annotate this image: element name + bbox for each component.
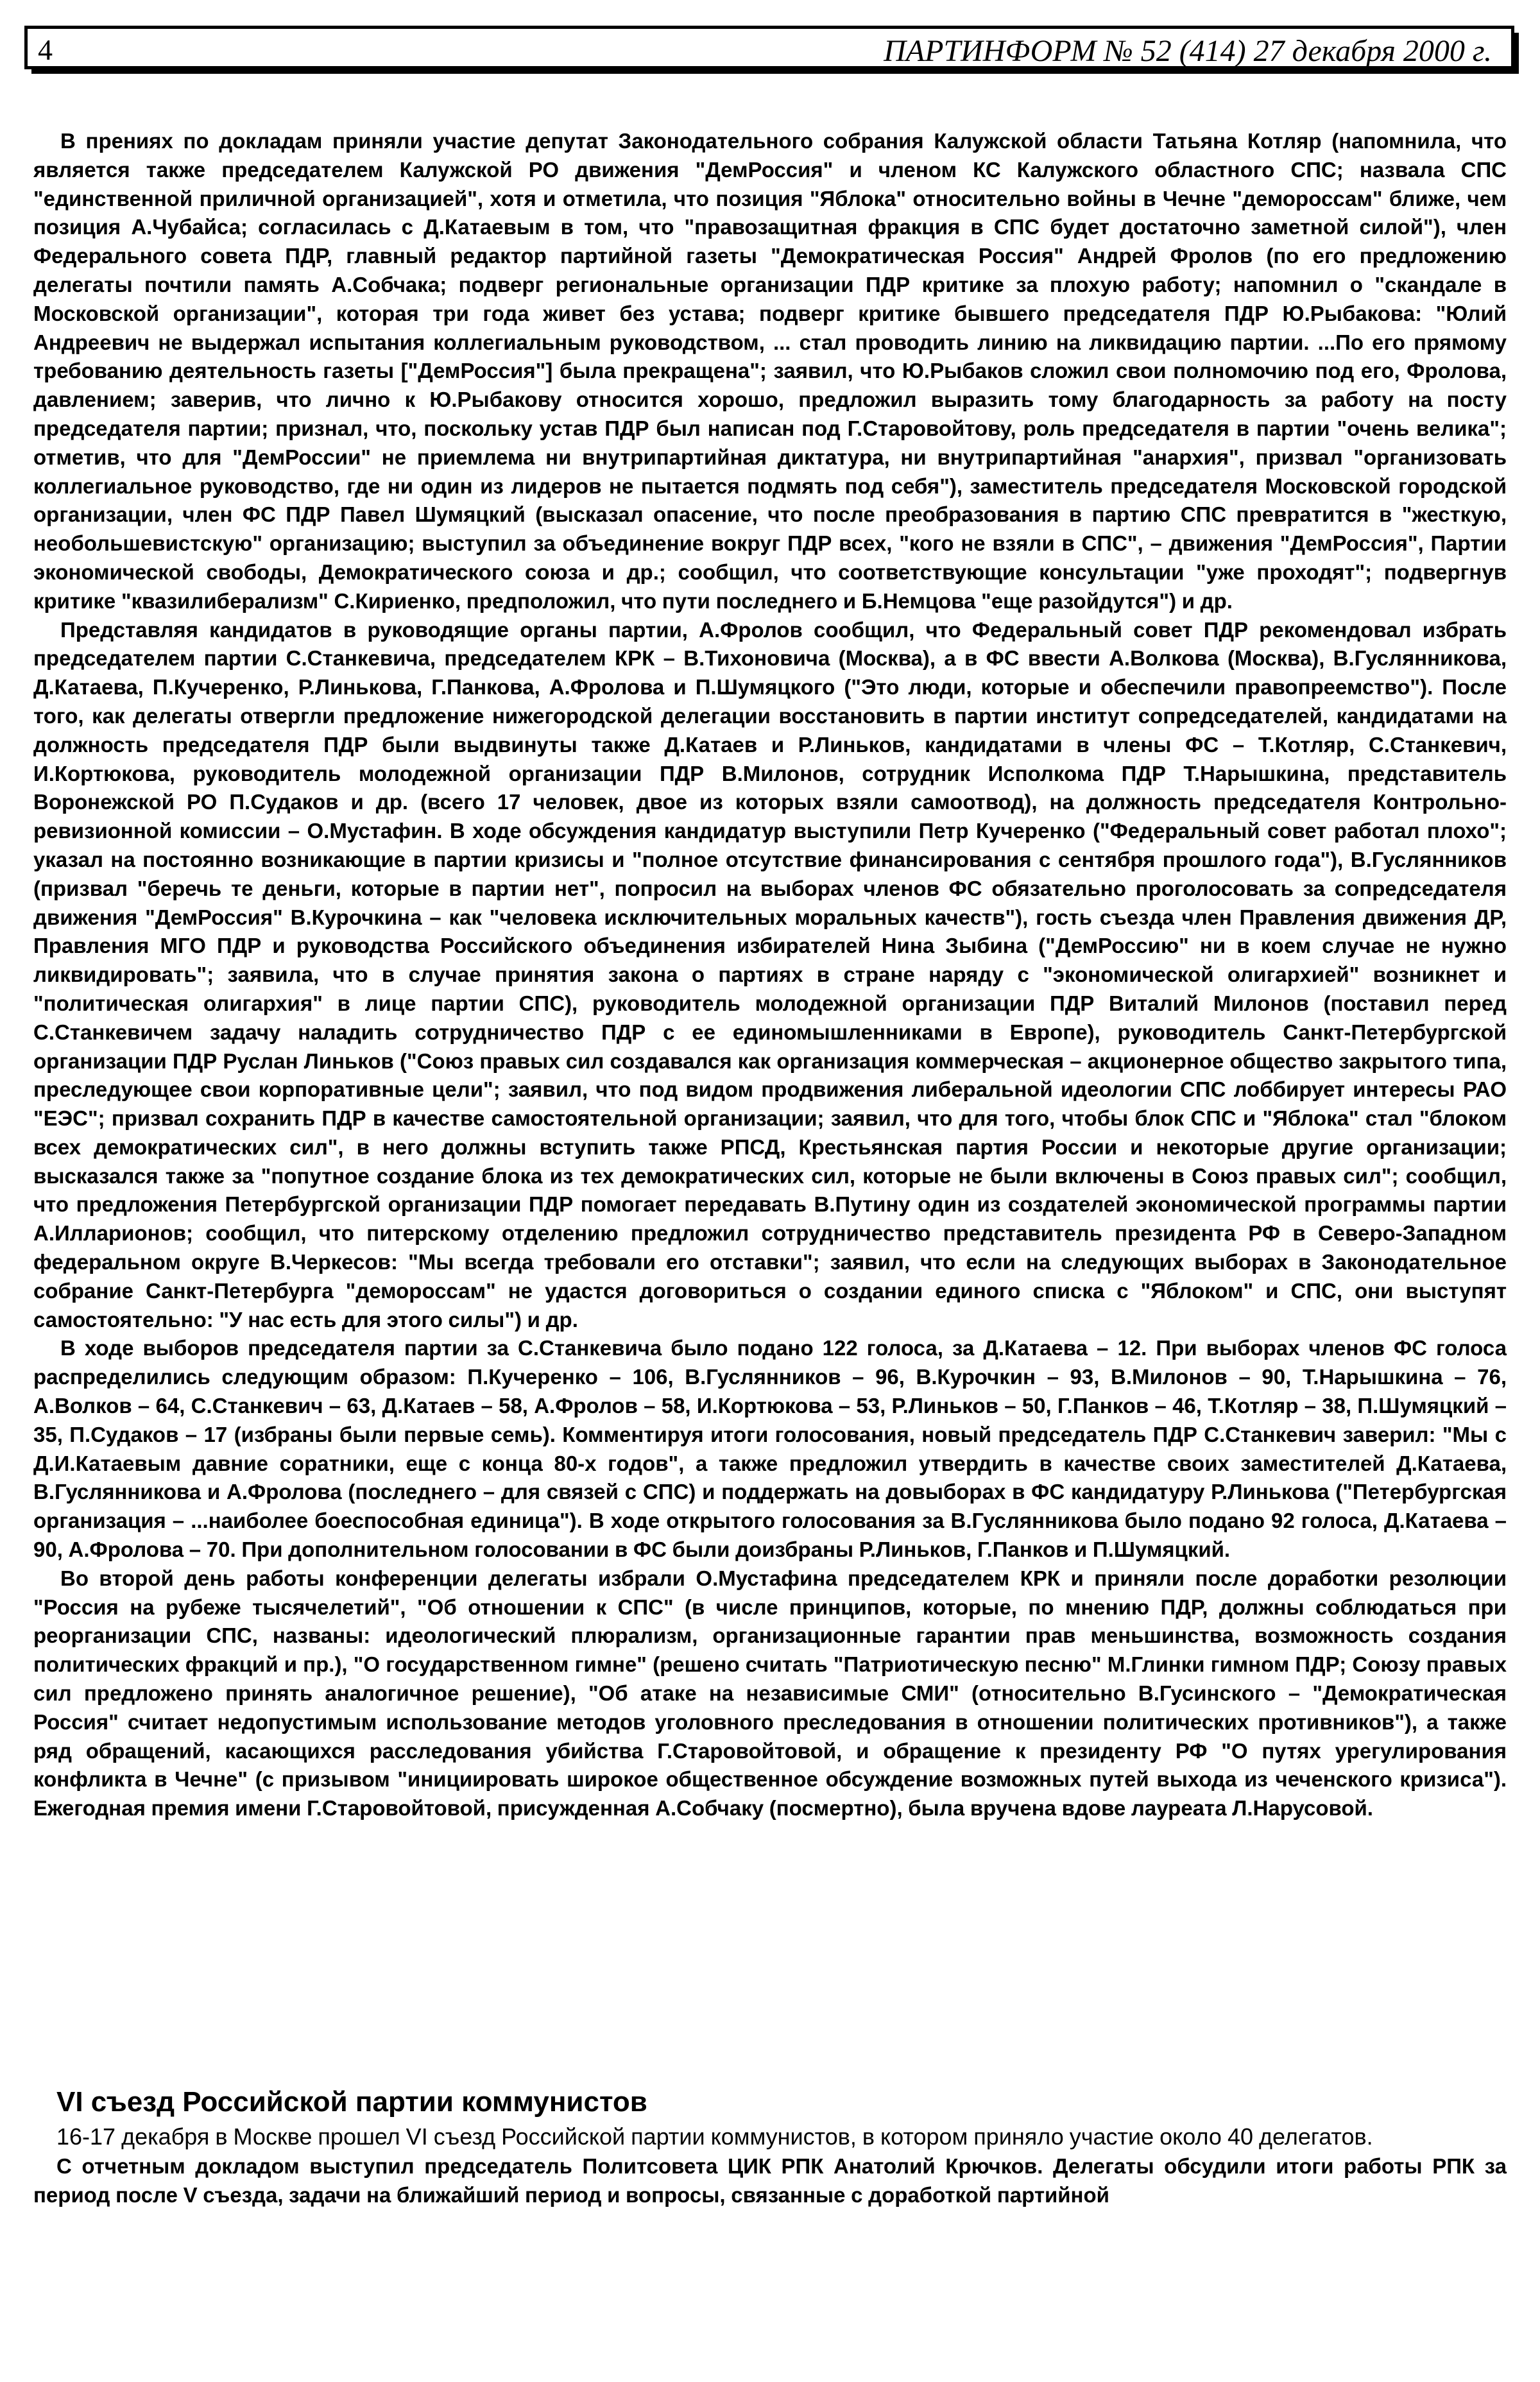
article-body <box>33 127 1507 1823</box>
publication-title: ПАРТИНФОРМ № 52 (414) 27 декабря 2000 г. <box>884 34 1492 68</box>
page-header <box>24 26 1514 69</box>
article-paragraph: В прениях по докладам приняли участие депутат Законодательного собрания Калужской области Татьяна Котляр (напомнила, что является также председателем Калужской РО движения "ДемРоссия" и членом КС Калужского областного СПС; назвала СПС "единственной приличной организацией", хотя и отметила, что позиция "Яблока" относительно войны в Чечне "демороссам" ближе, чем позиция А.Чубайса; согласилась с Д.Катаевым в том, что "правозащитная фракция в СПС будет достаточно заметной силой"), член Федерального совета ПДР, главный редактор партийной газеты "Демократическая Россия" Андрей Фролов (по его предложению делегаты почтили память А.Собчака; подверг региональные организации ПДР критике за плохую работу; напомнил о "скандале в Московской организации", которая три года живет без устава; подверг критике бывшего председателя ПДР Ю.Рыбакова: "Юлий Андреевич не выдержал испытания коллегиальным руководством, ... стал проводить линию на ликвидацию партии. ...По его прямому требованию деятельность газеты ["ДемРоссия"] была прекращена"; заявил, что Ю.Рыбаков сложил свои полномочию под его, Фролова, давлением; заверив, что лично к Ю.Рыбакову относится хорошо, предложил выразить тому благодарность за работу на посту председателя партии; признал, что, поскольку устав ПДР был написан под Г.Старовойтову, роль председателя в партии "очень велика"; отметив, что для "ДемРоссии" не приемлема ни внутрипартийная диктатура, ни внутрипартийная "анархия", призвал "организовать коллегиальное руководство, где ни один из лидеров не пытается подмять под себя"), заместитель председателя Московской городской организации, член ФС ПДР Павел Шумяцкий (высказал опасение, что после преобразования в партию СПС превратится в "жесткую, необольшевистскую" организацию; выступил за объединение вокруг ПДР всех, "кого не взяли в СПС", – движения "ДемРоссия", Партии экономической свободы, Демократического союза и др.; сообщил, что соответствующие консультации "уже проходят"; подвергнув критике "квазилиберализм" С.Кириенко, предположил, что пути последнего и Б.Немцова "еще разойдутся") и др. <box>33 129 1507 613</box>
section-body: С отчетным докладом выступил председатель Политсовета ЦИК РПК Анатолий Крючков. Делегаты обсудили итоги работы РПК за период после V съезда, задачи на ближайший период и вопросы, связанные с доработкой партийной <box>33 2154 1507 2207</box>
header-shadow-bottom <box>31 69 1519 74</box>
section-heading: VI съезд Российской партии коммунистов <box>56 2086 647 2118</box>
section-lead: 16-17 декабря в Москве прошел VI съезд Российской партии коммунистов, в котором приняло участие около 40 делегатов. <box>56 2123 1373 2150</box>
congress-section <box>33 2084 1507 2210</box>
article-paragraph: Представляя кандидатов в руководящие органы партии, А.Фролов сообщил, что Федеральный совет ПДР рекомендовал избрать председателем партии С.Станкевича, председателем КРК – В.Тихоновича (Москва), а в ФС ввести А.Волкова (Москва), В.Гуслянникова, Д.Катаева, П.Кучеренко, Р.Линькова, Г.Панкова, А.Фролова и П.Шумяцкого ("Это люди, которые и обеспечили правопреемство"). После того, как делегаты отвергли предложение нижегородской делегации восстановить в партии институт сопредседателей, кандидатами на должность председателя ПДР были выдвинуты также Д.Катаев и Р.Линьков, кандидатами в члены ФС – Т.Котляр, С.Станкевич, И.Кортюкова, руководитель молодежной организации ПДР В.Милонов, сотрудник Исполкома ПДР Т.Нарышкина, представитель Воронежской РО П.Судаков и др. (всего 17 человек, двое из которых взяли самоотвод), на должность председателя Контрольно-ревизионной комиссии – О.Мустафин. В ходе обсуждения кандидатур выступили Петр Кучеренко ("Федеральный совет работал плохо"; указал на постоянно возникающие в партии кризисы и "полное отсутствие финансирования с сентября прошлого года"), В.Гуслянников (призвал "беречь те деньги, которые в партии нет", попросил на выборах членов ФС обязательно проголосовать за сопредседателя движения "ДемРоссия" В.Курочкина – как "человека исключительных моральных качеств"), гость съезда член Правления движения ДР, Правления МГО ПДР и руководства Российского объединения избирателей Нина Зыбина ("ДемРоссию" ни в коем случае не нужно ликвидировать"; заявила, что в случае принятия закона о партиях в стране наряду с "экономической олигархией" возникнет и "политическая олигархия" в лице партии СПС), руководитель молодежной организации ПДР Виталий Милонов (поставил перед С.Станкевичем задачу наладить сотрудничество ПДР с ее единомышленниками в Европе), руководитель Санкт-Петербургской организации ПДР Руслан Линьков ("Союз правых сил создавался как организация коммерческая – акционерное общество закрытого типа, преследующее свои корпоративные цели"; заявил, что под видом продвижения либеральной идеологии СПС лоббирует интересы РАО "ЕЭС"; призвал сохранить ПДР в качестве самостоятельной организации; заявил, что для того, чтобы блок СПС и "Яблока" стал "блоком всех демократических сил", в него должны вступить также РПСД, Крестьянская партия России и некоторые другие организации; высказался также за "попутное создание блока из тех демократических сил, которые не были включены в Союз правых сил"; сообщил, что предложения Петербургской организации ПДР помогает передавать В.Путину один из создателей экономической программы партии А.Илларионов; сообщил, что питерскому отделению предложил сотрудничество представитель президента РФ в Северо-Западном федеральном округе В.Черкесов: "Мы всегда требовали его отставки"; заявил, что если на следующих выборах в Законодательное собрание Санкт-Петербурга "демороссам" не удастся договориться о создании единого списка с "Яблоком" и СПС, они выступят самостоятельно: "У нас есть для этого силы") и др. <box>33 617 1507 1332</box>
article-paragraph: Во второй день работы конференции делегаты избрали О.Мустафина председателем КРК и приняли после доработки резолюции "Россия на рубеже тысячелетий", "Об отношении к СПС" (в числе принципов, которые, по мнению ПДР, должны соблюдаться при реорганизации СПС, названы: идеологический плюрализм, организационные гарантии прав меньшинства, возможность создания политических фракций и пр.), "О государственном гимне" (решено считать "Патриотическую песню" М.Глинки гимном ПДР; Союзу правых сил предложено принять аналогичное решение), "Об атаке на независимые СМИ" (относительно В.Гусинского – "Демократическая Россия" считает недопустимым использование методов уголовного преследования в отношении политических противников"), а также ряд обращений, касающихся расследования убийства Г.Старовойтовой, и обращение к президенту РФ "О путях урегулирования конфликта в Чечне" (с призывом "инициировать широкое общественное обсуждение возможных путей выхода из чеченского кризиса"). Ежегодная премия имени Г.Старовойтовой, присужденная А.Собчаку (посмертно), была вручена вдове лауреата Л.Нарусовой. <box>33 1566 1507 1821</box>
article-paragraph: В ходе выборов председателя партии за С.Станкевича было подано 122 голоса, за Д.Катаева – 12. При выборах членов ФС голоса распределились следующим образом: П.Кучеренко – 106, В.Гуслянников – 96, В.Курочкин – 93, В.Милонов – 90, Т.Нарышкина – 76, А.Волков – 64, С.Станкевич – 63, Д.Катаев – 58, А.Фролов – 58, И.Кортюкова – 53, Р.Линьков – 50, Г.Панков – 46, Т.Котляр – 38, П.Шумяцкий – 35, П.Судаков – 17 (избраны были первые семь). Комментируя итоги голосования, новый председатель ПДР С.Станкевич заверил: "Мы с Д.И.Катаевым давние соратники, еще с конца 80-х годов", а также предложил утвердить в качестве своих заместителей Д.Катаева, В.Гуслянникова и А.Фролова (последнего – для связей с СПС) и поддержать на довыборах в ФС кандидатуру Р.Линькова ("Петербургская организация – ...наиболее боеспособная единица"). В ходе открытого голосования за В.Гуслянникова было подано 92 голоса, Д.Катаева – 90, А.Фролова – 70. При дополнительном голосовании в ФС были доизбраны Р.Линьков, Г.Панков и П.Шумяцкий. <box>33 1336 1507 1562</box>
page-number: 4 <box>38 33 53 66</box>
header-shadow-right <box>1514 33 1519 74</box>
